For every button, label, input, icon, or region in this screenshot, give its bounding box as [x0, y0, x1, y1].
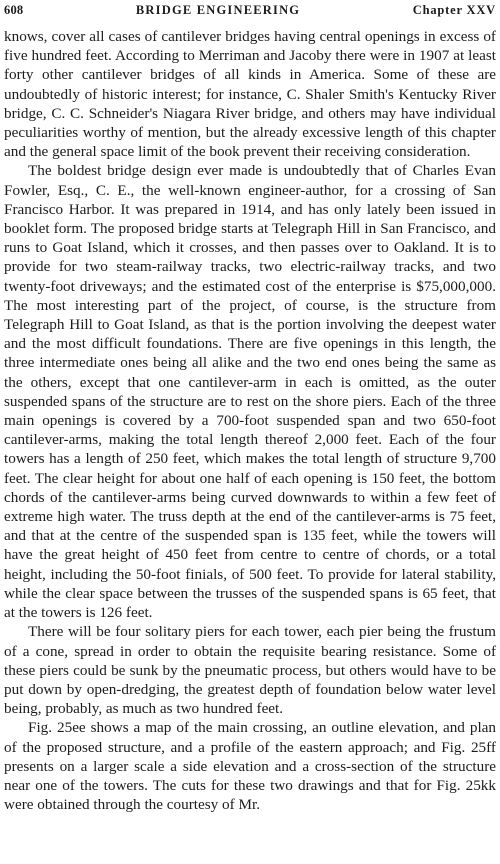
paragraph-continued: knows, cover all cases of cantilever bridges having central openings in excess of five hundred feet. According to Merriman and Jacoby there were in 1907 at least forty other cantilever bridges of all kinds in America. Some of these are undoubtedly of historic interest; for instance, C. Shaler Smith's Kentucky River bridge, C. C. Schneider's Niagara River bridge, and others may have individual peculiarities worthy of mention, but the already excessive length of this chapter and the general space limit of the book prevent their receiving consideration. [4, 28, 496, 161]
page-number: 608 [4, 3, 24, 17]
paragraph-figures: Fig. 25ee shows a map of the main crossing, an outline elevation, and plan of the proposed structure, and a profile of the eastern approach; and Fig. 25ff presents on a larger scale a side elevation and a cross-section of the structure near one of the towers. The cuts for these two drawings and that for Fig. 25kk were obtained through the courtesy of Mr. [4, 719, 496, 814]
paragraph-fowler-design: The boldest bridge design ever made is undoubtedly that of Charles Evan Fowler, Esq., C. E., the well-known engineer-author, for a crossing of San Francisco Harbor. It was prepared in 1914, and has only lately been issued in booklet form. The proposed bridge starts at Telegraph Hill in San Francisco, and runs to Goat Island, which it crosses, and then passes over to Oakland. It is to provide for two steam-railway tracks, two electric-railway tracks, and two twenty-foot driveways; and the estimated cost of the enterprise is $75,000,000. The most interesting part of the project, of course, is the structure from Telegraph Hill to Goat Island, as that is the portion involving the deepest water and the most difficult foundations. There are five openings in this length, the three intermediate ones being all alike and the two end ones being the same as the others, except that one cantilever-arm in each is omitted, as the outer suspended spans of the structure are to rest on the shore piers. Each of the three main openings is covered by a 700-foot suspended span and two 650-foot cantilever-arms, making the total length thereof 2,000 feet. Each of the four towers has a length of 250 feet, which makes the total length of structure 9,700 feet. The clear height for about one half of each opening is 150 feet, the bottom chords of the cantilever-arms being curved downwards to within a few feet of extreme high water. The truss depth at the end of the cantilever-arms is 75 feet, and that at the centre of the suspended span is 135 feet, while the towers will have the great height of 450 feet from centre to centre of chords, or a total height, including the 50-foot finials, of 500 feet. To provide for lateral stability, while the clear space between the trusses of the suspended spans is 65 feet, that at the towers is 126 feet. [4, 162, 496, 622]
running-head [4, 3, 496, 21]
paragraph-piers: There will be four solitary piers for each tower, each pier being the frustum of a cone, spread in order to obtain the requisite bearing resistance. Some of these piers could be sunk by the pneumatic process, but others would have to be put down by open-dredging, the greatest depth of foundation below water level being, probably, as much as two hundred feet. [4, 623, 496, 718]
chapter-label: Chapter XXV [412, 3, 496, 17]
body-text [4, 27, 496, 814]
running-title: BRIDGE ENGINEERING [135, 3, 301, 17]
